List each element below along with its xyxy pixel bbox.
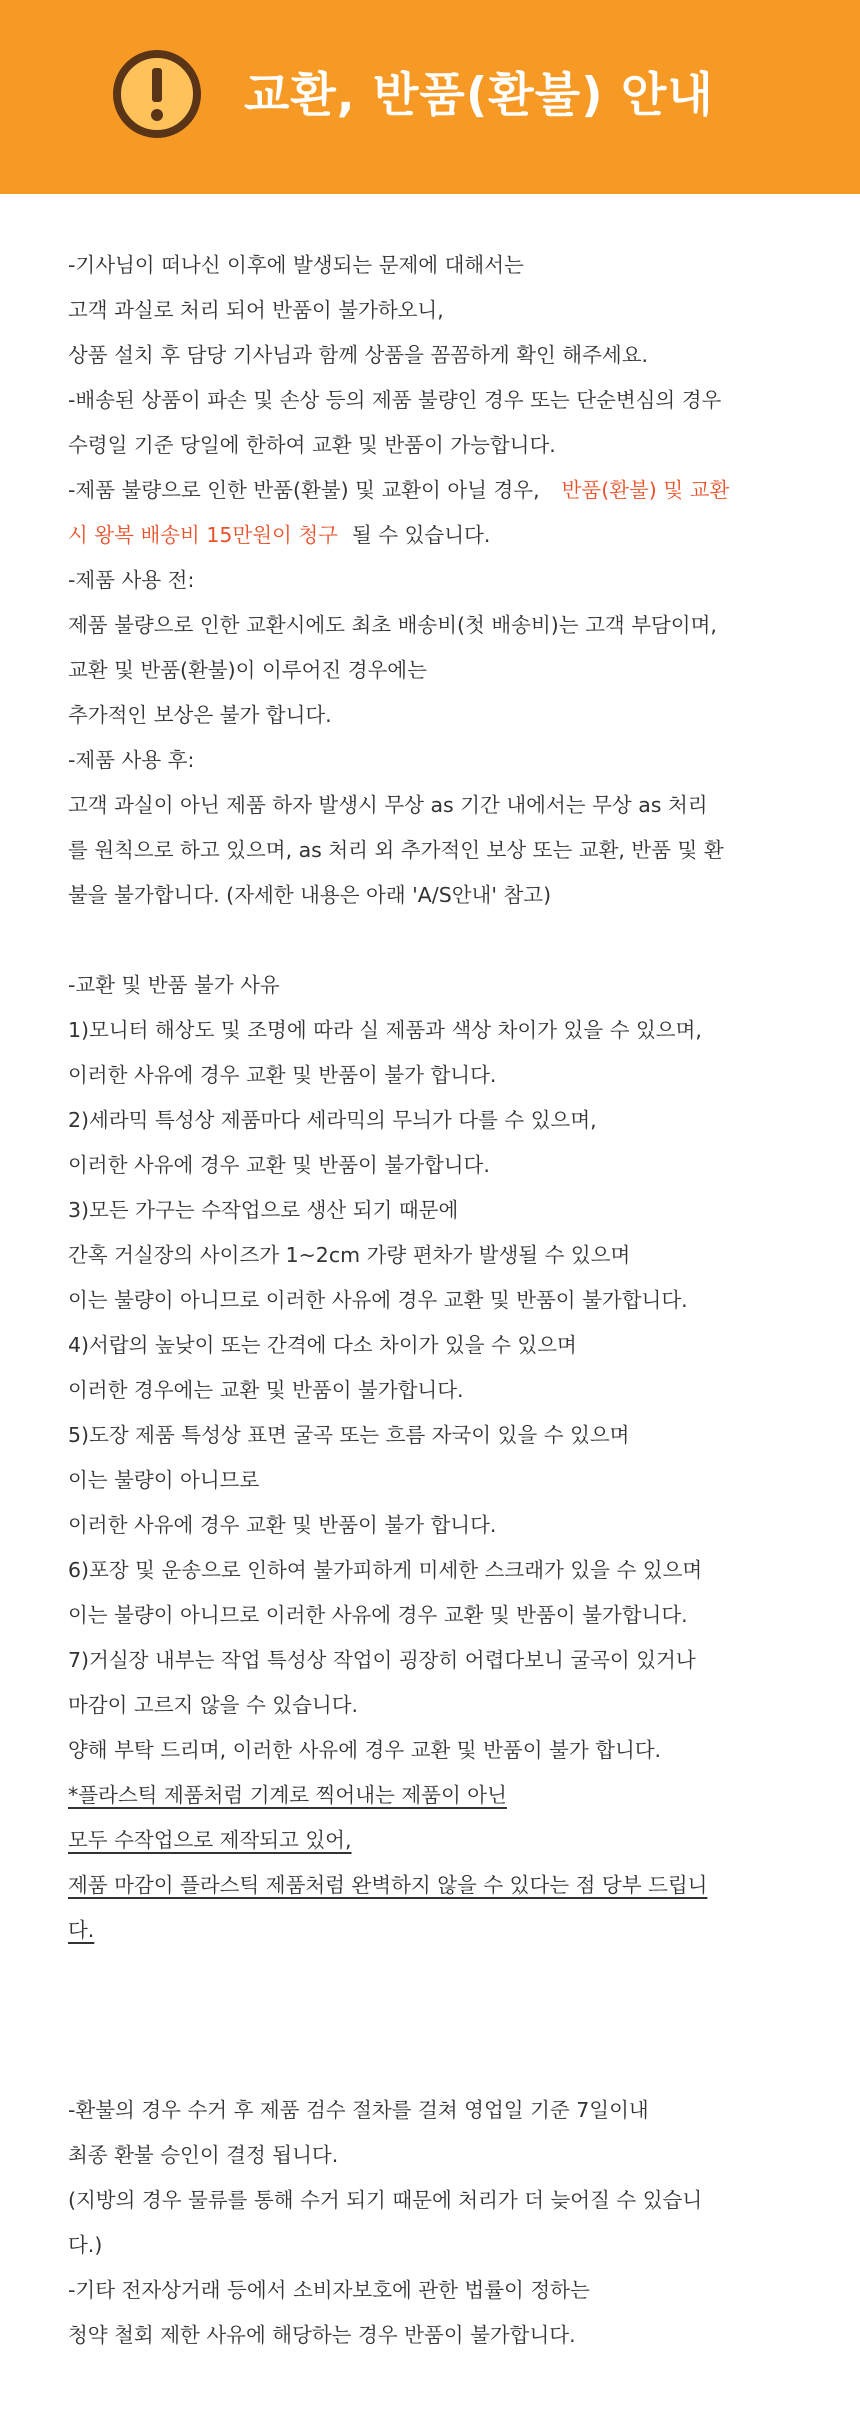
notice-content (68, 243, 798, 2358)
exclamation-circle-icon (112, 49, 202, 139)
spacer (68, 1953, 798, 2088)
text-line: 이는 불량이 아니므로 이러한 사유에 경우 교환 및 반품이 불가합니다. (68, 1603, 688, 1627)
section-after-use (68, 738, 798, 918)
section-non-returnable-reasons (68, 963, 798, 1773)
section-before-use (68, 558, 798, 738)
text-line: 5)도장 제품 특성상 표면 굴곡 또는 흐름 자국이 있을 수 있으며 (68, 1423, 630, 1447)
shipping-notice-text: 될 수 있습니다. (351, 523, 491, 547)
text-line: 청약 철회 제한 사유에 해당하는 경우 반품이 불가합니다. (68, 2323, 576, 2347)
text-line: 1)모니터 해상도 및 조명에 따라 실 제품과 색상 차이가 있을 수 있으며, (68, 1018, 702, 1042)
text-line: 고객 과실이 아닌 제품 하자 발생시 무상 as 기간 내에서는 무상 as 처리 (68, 793, 708, 817)
header-banner (0, 0, 860, 194)
text-line: 6)포장 및 운송으로 인하여 불가피하게 미세한 스크래가 있을 수 있으며 (68, 1558, 703, 1582)
text-line: -환불의 경우 수거 후 제품 검수 절차를 걸쳐 영업일 기준 7일이내 (68, 2098, 649, 2122)
underlined-note: 모두 수작업으로 제작되고 있어, (68, 1828, 352, 1852)
text-line (68, 513, 798, 558)
text-line: 2)세라믹 특성상 제품마다 세라믹의 무늬가 다를 수 있으며, (68, 1108, 597, 1132)
text-line: -배송된 상품이 파손 및 손상 등의 제품 불량인 경우 또는 단순변심의 경우 (68, 388, 722, 412)
text-line: 이는 불량이 아니므로 이러한 사유에 경우 교환 및 반품이 불가합니다. (68, 1288, 688, 1312)
text-line: 수령일 기준 당일에 한하여 교환 및 반품이 가능합니다. (68, 433, 556, 457)
shipping-fee-highlight: 시 왕복 배송비 15만원이 청구 (68, 523, 338, 547)
section-heading: -제품 사용 전: (68, 568, 195, 592)
text-line: 4)서랍의 높낮이 또는 간격에 다소 차이가 있을 수 있으며 (68, 1333, 577, 1357)
text-line: 간혹 거실장의 사이즈가 1~2cm 가량 편차가 발생될 수 있으며 (68, 1243, 631, 1267)
text-line: -기타 전자상거래 등에서 소비자보호에 관한 법률이 정하는 (68, 2278, 590, 2302)
section-delivery-check (68, 243, 798, 468)
text-line: 상품 설치 후 담당 기사님과 함께 상품을 꼼꼼하게 확인 해주세요. (68, 343, 649, 367)
section-refund (68, 2088, 798, 2358)
underlined-note: 제품 마감이 플라스틱 제품처럼 완벽하지 않을 수 있다는 점 당부 드립니 (68, 1873, 708, 1897)
text-line: 다.) (68, 2233, 103, 2257)
text-line: 이러한 사유에 경우 교환 및 반품이 불가합니다. (68, 1153, 490, 1177)
text-line: 교환 및 반품(환불)이 이루어진 경우에는 (68, 658, 427, 682)
shipping-fee-highlight: 반품(환불) 및 교환 (561, 478, 730, 502)
text-line: -기사님이 떠나신 이후에 발생되는 문제에 대해서는 (68, 253, 524, 277)
shipping-notice-text: -제품 불량으로 인한 반품(환불) 및 교환이 아닐 경우, (68, 478, 540, 502)
text-line: 불을 불가합니다. (자세한 내용은 아래 'A/S안내' 참고) (68, 883, 552, 907)
text-line: 7)거실장 내부는 작업 특성상 작업이 굉장히 어렵다보니 굴곡이 있거나 (68, 1648, 696, 1672)
underlined-note: 다. (68, 1918, 95, 1942)
text-line: 이러한 사유에 경우 교환 및 반품이 불가 합니다. (68, 1513, 497, 1537)
text-line: 를 원칙으로 하고 있으며, as 처리 외 추가적인 보상 또는 교환, 반품 및 환 (68, 838, 724, 862)
text-line: 마감이 고르지 않을 수 있습니다. (68, 1693, 359, 1717)
text-line: 이러한 경우에는 교환 및 반품이 불가합니다. (68, 1378, 464, 1402)
section-shipping-fee (68, 468, 798, 558)
text-line: 이는 불량이 아니므로 (68, 1468, 260, 1492)
text-line: 제품 불량으로 인한 교환시에도 최초 배송비(첫 배송비)는 고객 부담이며, (68, 613, 717, 637)
section-handmade-note (68, 1773, 798, 1953)
text-line: 양해 부탁 드리며, 이러한 사유에 경우 교환 및 반품이 불가 합니다. (68, 1738, 662, 1762)
spacer (68, 918, 798, 963)
text-line: 고객 과실로 처리 되어 반품이 불가하오니, (68, 298, 444, 322)
section-heading: -교환 및 반품 불가 사유 (68, 973, 280, 997)
text-line: 최종 환불 승인이 결정 됩니다. (68, 2143, 339, 2167)
text-line: 3)모든 가구는 수작업으로 생산 되기 때문에 (68, 1198, 459, 1222)
text-line: 추가적인 보상은 불가 합니다. (68, 703, 332, 727)
text-line: (지방의 경우 물류를 통해 수거 되기 때문에 처리가 더 늦어질 수 있습니 (68, 2188, 703, 2212)
underlined-note: *플라스틱 제품처럼 기계로 찍어내는 제품이 아닌 (68, 1783, 507, 1807)
page-title: 교환, 반품(환불) 안내 (244, 68, 714, 123)
text-line (68, 468, 798, 513)
text-line: 이러한 사유에 경우 교환 및 반품이 불가 합니다. (68, 1063, 497, 1087)
section-heading: -제품 사용 후: (68, 748, 195, 772)
